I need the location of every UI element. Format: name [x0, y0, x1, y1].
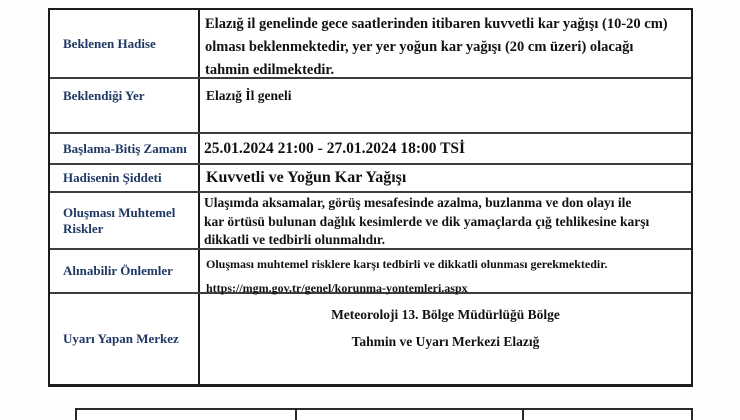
table-row-baslama-bitis-zamani [50, 134, 691, 165]
row-content: Kuvvetli ve Yoğun Kar Yağışı [206, 169, 407, 186]
row-label: Beklenen Hadise [50, 10, 200, 77]
content-line: Meteoroloji 13. Bölge Müdürlüğü Bölge [331, 307, 560, 322]
table-row-alinabilir-onlemler [50, 250, 691, 294]
table-row-beklenen-hadise [50, 10, 691, 79]
content-line: kar örtüsü bulunan dağlık kesimlerde ve dik yamaçlarda çığ tehlikesine karşı [204, 213, 650, 229]
next-table-cell [524, 410, 691, 420]
row-content [200, 250, 691, 295]
row-label: Beklendiği Yer [50, 79, 200, 132]
next-table-cell [77, 410, 297, 420]
row-content [200, 10, 691, 77]
content-line: Ulaşımda aksamalar, görüş mesafesinde azalma, buzlanma ve don olayı ile [204, 195, 632, 210]
next-table-fragment [75, 408, 693, 420]
row-label: Oluşması Muhtemel Riskler [50, 193, 200, 248]
content-line: Tahmin ve Uyarı Merkezi Elazığ [351, 334, 540, 349]
content-line: olması beklenmektedir, yer yer yoğun kar yağışı (20 cm üzeri) olacağı [205, 39, 634, 55]
row-label: Başlama-Bitiş Zamanı [50, 134, 200, 163]
content-line: Oluşması muhtemel risklere karşı tedbirli ve dikkatli olunması gerekmektedir. [206, 257, 608, 271]
row-content: Elazığ İl geneli [206, 88, 292, 103]
weather-warning-table [48, 8, 693, 387]
row-content [200, 294, 691, 384]
table-row-olusmasi-muhtemel-riskler [50, 193, 691, 250]
row-content [200, 193, 691, 248]
content-line: tahmin edilmektedir. [205, 62, 335, 78]
next-table-cell [297, 410, 524, 420]
row-label: Alınabilir Önlemler [50, 250, 200, 292]
table-row-beklendigi-yer [50, 79, 691, 134]
row-label: Hadisenin Şiddeti [50, 165, 200, 191]
row-content: 25.01.2024 21:00 - 27.01.2024 18:00 TSİ [204, 139, 466, 157]
table-row-uyari-yapan-merkez [50, 294, 691, 384]
mgm-protection-methods-link[interactable]: https://mgm.gov.tr/genel/korunma-yontemleri.aspx [206, 281, 468, 295]
content-line: Elazığ il genelinde gece saatlerinden itibaren kuvvetli kar yağışı (10-20 cm) [205, 16, 668, 32]
table-row-hadisenin-siddeti [50, 165, 691, 193]
content-line: dikkatli ve tedbirli olunmalıdır. [204, 232, 386, 247]
row-label: Uyarı Yapan Merkez [50, 294, 200, 384]
